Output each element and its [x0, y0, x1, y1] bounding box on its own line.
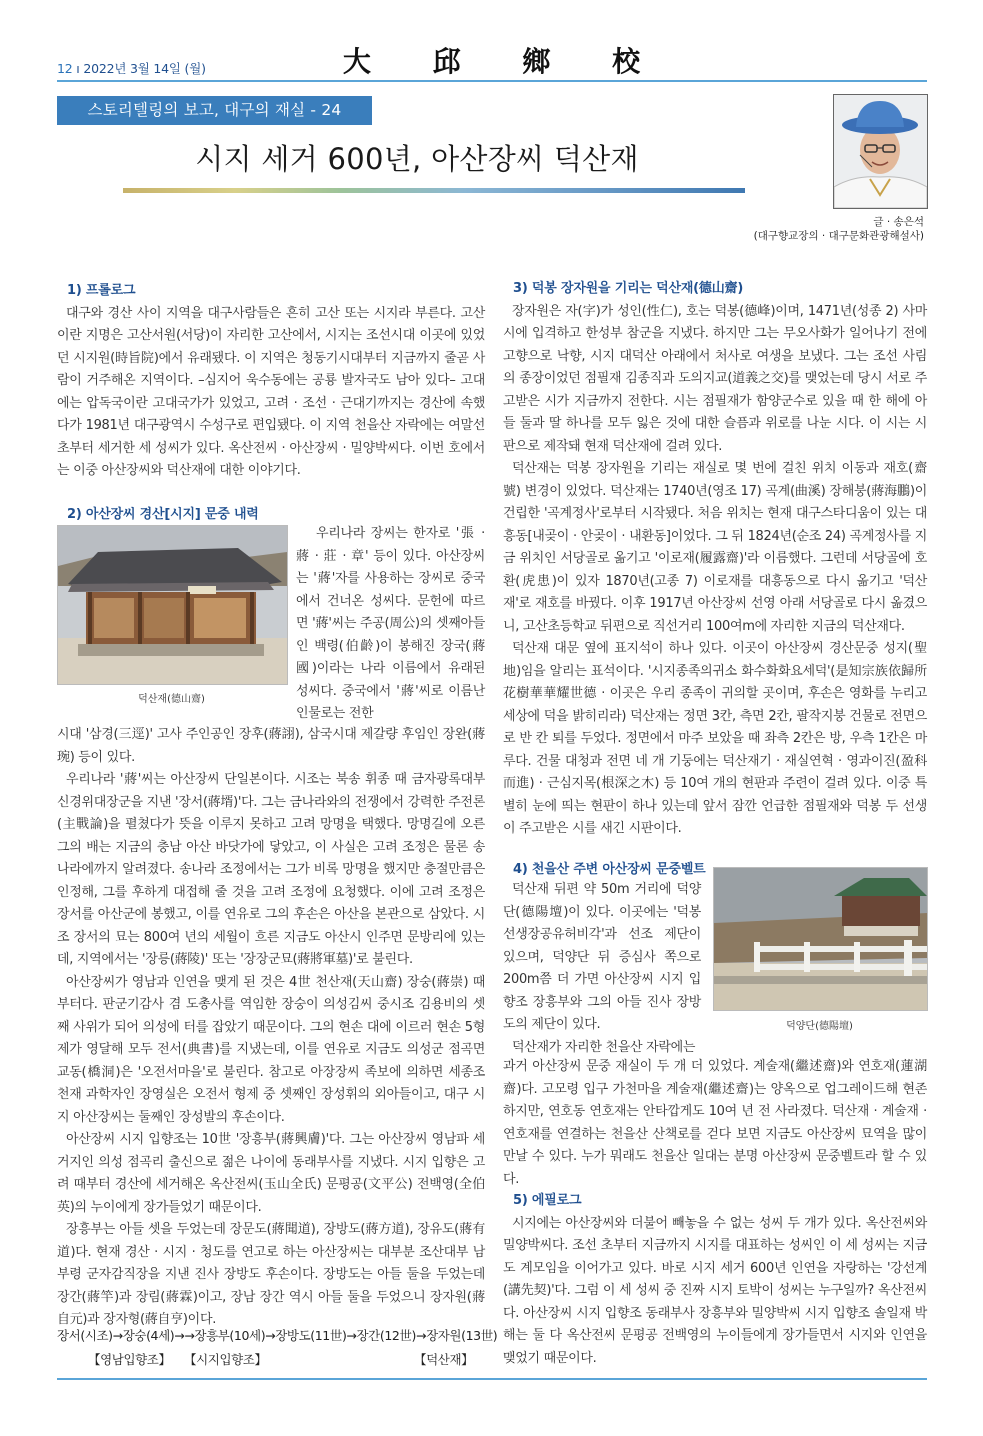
header-divider: [57, 80, 927, 82]
deokyangdan-altar-image: [714, 868, 927, 1010]
section-4-paragraph-1b: 덕산재가 자리한 천을산 자락에는: [512, 1039, 696, 1055]
section-2-paragraph-3: 아산장씨가 영남과 인연을 맺게 된 것은 4世 천산재(天山齋) 장숭(蔣崇) 때부터다. 판군기감사 겸 도총사를 역임한 장숭이 의성김씨 중시조 김용비의 셋째 사위가 되어 의성에 터를 잡았기 때문이다. 그의 현손 대에 이르러 현손 5형제가 영달해 모두 전서(典書)를 지냈는데, 이를 연유로 지금도 의성군 점곡면 교동(橋洞)은 '오전서마을'로 불린다. 참고로 아장장씨 족보에 의하면 세종조 천재 과학자인 장영실은 오전서 형제 중 셋째인 장성휘의 외아들이고, 대구 시지 아산장씨는 둘째인 장성발의 후손이다.: [57, 974, 485, 1125]
byline-role: (대구향교장의 · 대구문화관광해설사): [753, 230, 924, 242]
author-portrait-image: [834, 95, 927, 208]
section-1-heading: 1) 프롤로그: [67, 283, 136, 298]
article-title: 시지 세거 600년, 아산장씨 덕산재: [195, 142, 639, 176]
section-2-paragraph-4: 아산장씨 시지 입향조는 10世 '장흥부(蔣興膚)'다. 그는 아산장씨 영남파 세거지인 의성 점곡리 출신으로 젊은 나이에 동래부사를 지냈다. 시지 입향은 고려 때부터 경산에 세거해온 옥산전씨(玉山全氏) 문평공(文平公) 전백영(全伯英)의 누이에게 장가들었기 때문이다.: [57, 1132, 485, 1215]
section-4-body: [503, 1056, 927, 1191]
section-2-paragraph-2: 우리나라 '蔣'씨는 아산장씨 단일본이다. 시조는 북송 휘종 때 금자광록대부 신경위대장군을 지낸 '장서(蔣壻)'다. 그는 금나라와의 전쟁에서 강력한 주전론(主戰論)을 펼쳤다가 뜻을 이루지 못하고 고려 망명을 택했다. 망명길에 오른 그의 배는 지금의 충남 아산 바닷가에 닿았고, 이 사실은 고려 조정은 물론 송나라에까지 알려졌다. 송나라 조정에서는 그가 비록 망명을 했지만 충절만큼은 인정해, 그를 후하게 대접해 줄 것을 고려 조정에 요청했다. 이에 고려 조정은 장서를 아산군에 봉했고, 이를 연유로 그의 후손은 아산을 본관으로 삼았다. 시조 장서의 묘는 800여 년의 세월이 흐른 지금도 아산시 인주면 문방리에 있는데, 지역에서는 '장릉(蔣陵)' 또는 '장장군묘(蔣將軍墓)'로 불린다.: [57, 772, 485, 967]
section-2-body: [57, 724, 485, 1332]
section-5: [503, 1190, 927, 1370]
section-5-paragraph-1: 시지에는 아산장씨와 더불어 빼놓을 수 없는 성씨 두 개가 있다. 옥산전씨와 밀양박씨다. 조선 초부터 지금까지 시지를 대표하는 성씨인 이 세 성씨는 지금도 계모임을 이어가고 있다. 바로 시지 세거 600년 인연을 자랑하는 '강선계(講先契)'다. 그럼 이 세 성씨 중 진짜 시지 토박이 성씨는 누구일까? 옥산전씨다. 아산장씨 시지 입향조 동래부사 장흥부와 밀양박씨 시지 입향조 솔일재 박해는 둘 다 옥산전씨 문평공 전백영의 누이들에게 장가들면서 시지와 인연을 맺었기 때문이다.: [503, 1215, 927, 1366]
section-4-paragraph-1a: 덕산재 뒤편 약 50m 거리에 덕양단(德陽壇)이 있다. 이곳에는 '덕봉선생장공유허비각'과 선조 제단이 있으며, 덕양단 뒤 증심사 쪽으로 200m쯤 더 가면 아산장씨 시지 입향조 장흥부와 그의 아들 진사 장방도의 제단이 있다.: [503, 882, 701, 1032]
series-banner: 스토리텔링의 보고, 대구의 재실 - 24: [57, 96, 372, 125]
section-2-paragraph-5: 장흥부는 아들 셋을 두었는데 장문도(蔣聞道), 장방도(蔣方道), 장유도(蔣有道)다. 현재 경산 · 시지 · 청도를 연고로 하는 아산장씨는 대부분 조산대부 남부령 군자감직장을 지낸 진사 장방도 후손이다. 장방도는 아들 둘을 두었는데 장간(蔣竿)과 장림(蔣霖)이고, 장남 장간 역시 아들 둘을 두었으니 장자원(蔣自元)과 장자형(蔣自亨)이다.: [57, 1222, 485, 1327]
lineage-note-deoksanjae: 【덕산재】: [414, 1352, 474, 1367]
deoksanjae-photo: [57, 525, 288, 685]
section-1-paragraph: 대구와 경산 사이 지역을 대구사람들은 흔히 고산 또는 시지라 부른다. 고산이란 지명은 고산서원(서당)이 자리한 고산에서, 시지는 조선시대 이곳에 있었던 시지원(時旨院)에서 유래됐다. 이 지역은 청동기시대부터 지금까지 줄곧 사람이 거주해온 지역이다. –심지어 욱수동에는 공룡 발자국도 남아 있다– 고대에는 압독국이란 고대국가가 있었고, 고려 · 조선 · 근대기까지는 경산에 속했다가 1981년 대구광역시 수성구로 편입됐다. 이 지역 천을산 자락에는 여말선초부터 세거한 세 성씨가 있다. 옥산전씨 · 아산장씨 · 밀양박씨다. 이번 호에서는 이중 아산장씨와 덕산재에 대한 이야기다.: [57, 305, 485, 478]
masthead: 大 邱 鄉 校: [342, 45, 667, 78]
section-3: [503, 278, 927, 841]
author-photo: [833, 94, 928, 209]
footer-divider: [57, 1378, 927, 1380]
byline-author: 글 · 송은석: [873, 216, 924, 228]
section-4-heading: 4) 천을산 주변 아산장씨 문중벨트: [513, 862, 706, 877]
section-4-paragraph-2: 과거 아산장씨 문중 재실이 두 개 더 있었다. 계술재(繼述齋)와 연호재(蓮湖齋)다. 고모령 입구 가천마을 계술재(繼述齋)는 양옥으로 업그레이드해 현존하지만, 연호동 연호재는 안타깝게도 10여 년 전 사라졌다. 덕산재 · 계술재 · 연호재를 연결하는 천을산 산책로를 걷다 보면 지금도 아산장씨 묘역을 많이 만날 수 있다. 누가 뭐래도 천을산 일대는 분명 아산장씨 문중벨트라 할 수 있다.: [503, 1059, 927, 1187]
header-separator: ı: [76, 61, 84, 76]
section-3-heading: 3) 덕봉 장자원을 기리는 덕산재(德山齋): [513, 281, 744, 296]
page-number: 12: [57, 61, 73, 76]
section-4-intro-wrap: [503, 879, 701, 1059]
section-3-paragraph-3: 덕산재 대문 옆에 표지석이 하나 있다. 이곳이 아산장씨 경산문중 성지(聖地)임을 알리는 표석이다. '시지종족의귀소 화수화화요세덕'(是知宗族依歸所 花樹華華耀世德 · 이곳은 우리 종족이 귀의할 곳이며, 후손은 영화를 누리고 세상에 덕을 밝히리라) 덕산재는 정면 3칸, 측면 2칸, 팔작지붕 건물로 전면으로 반 칸 퇴를 두었다. 정면에서 마주 보았을 때 좌측 2칸은 방, 우측 1칸은 마루다. 건물 대청과 전면 네 개 기둥에는 덕산재기 · 재실연혁 · 영과이진(盈科而進) · 근심지목(根深之木) 등 10여 개의 현판과 주련이 걸려 있다. 이중 특별히 눈에 띄는 현판이 하나 있는데 앞서 잠깐 언급한 점필재와 덕봉 두 선생이 주고받은 시를 새긴 시판이다.: [503, 641, 927, 836]
deoksanjae-caption: 덕산재(德山齋): [138, 694, 205, 705]
section-2-heading: 2) 아산장씨 경산[시지] 문중 내력: [67, 507, 259, 522]
deokyangdan-caption: 덕양단(德陽壇): [786, 1021, 853, 1032]
section-2-paragraph-1a: 우리나라 장씨는 한자로 '張 · 蔣 · 莊 · 章' 등이 있다. 아산장씨는 '蔣'자를 사용하는 장씨로 중국에서 건너온 성씨다. 문헌에 따르면 '蔣'씨는 주공(周公)의 셋째아들인 백령(伯齡)이 봉해진 장국(蔣國)이라는 나라 이름에서 유래된 성씨다. 중국에서 '蔣'씨로 이름난 인물로는 전한: [296, 526, 485, 721]
issue-date: 2022년 3월 14일 (월): [83, 61, 206, 76]
section-2-paragraph-1b: 시대 '삼경(三逕)' 고사 주인공인 장후(蔣詡), 삼국시대 제갈량 후임인 장완(蔣琬) 등이 있다.: [57, 727, 485, 765]
section-5-heading: 5) 에필로그: [513, 1193, 582, 1208]
deokyangdan-photo: [713, 867, 928, 1011]
section-3-paragraph-2: 덕산재는 덕봉 장자원을 기리는 재실로 몇 번에 걸친 위치 이동과 재호(齋號) 변경이 있었다. 덕산재는 1740년(영조 17) 곡계(曲溪) 장해붕(蔣海鵬)이 건립한 '곡계정사'로부터 시작됐다. 처음 위치는 현재 대구스타디움이 있는 대흥동[내곶이 · 안곶이 · 내환동]이었다. 그 뒤 1824년(순조 24) 곡계정사를 지금 위치인 서당골로 옮기고 '이로재(履露齋)'라 이름했다. 그런데 서당골에 호환(虎患)이 있자 1870년(고종 7) 이로재를 대흥동으로 다시 옮기고 '덕산재'로 재호를 바꿨다. 이후 1917년 아산장씨 선영 아래 서당골로 다시 옮겼으니, 고산초등학교 뒤편으로 직선거리 100여m에 자리한 지금의 덕산재다.: [503, 461, 927, 634]
lineage-chart: 장서(시조)→장숭(4세)→→장흥부(10세)→장방도(11世)→장간(12世)→장자원(13世): [57, 1328, 498, 1343]
section-1: [57, 280, 485, 483]
lineage-note-siji: 【시지입향조】: [184, 1352, 267, 1367]
section-3-paragraph-1: 장자원은 자(字)가 성인(性仁), 호는 덕봉(德峰)이며, 1471년(성종 2) 사마시에 입격하고 한성부 참군을 지냈다. 하지만 그는 무오사화가 일어나기 전에 고향으로 낙향, 시지 대덕산 아래에서 처사로 여생을 보냈다. 그는 조선 사림의 종장이었던 점필재 김종직과 도의지교(道義之交)를 맺었는데 당시 서로 주고받은 시가 지금까지 전한다. 시는 점필재가 함양군수로 있을 때 한 해에 아들 둘과 딸 하나를 모두 잃은 것에 대한 슬픔과 위로를 나눈 시다. 이 시는 시판으로 제작돼 현재 덕산재에 걸려 있다.: [503, 303, 927, 454]
title-stripe: [123, 188, 745, 193]
lineage-note-yeongnam: 【영남입향조】: [88, 1352, 171, 1367]
deoksanjae-building-image: [58, 526, 287, 684]
section-2-intro-wrap: [296, 523, 485, 726]
